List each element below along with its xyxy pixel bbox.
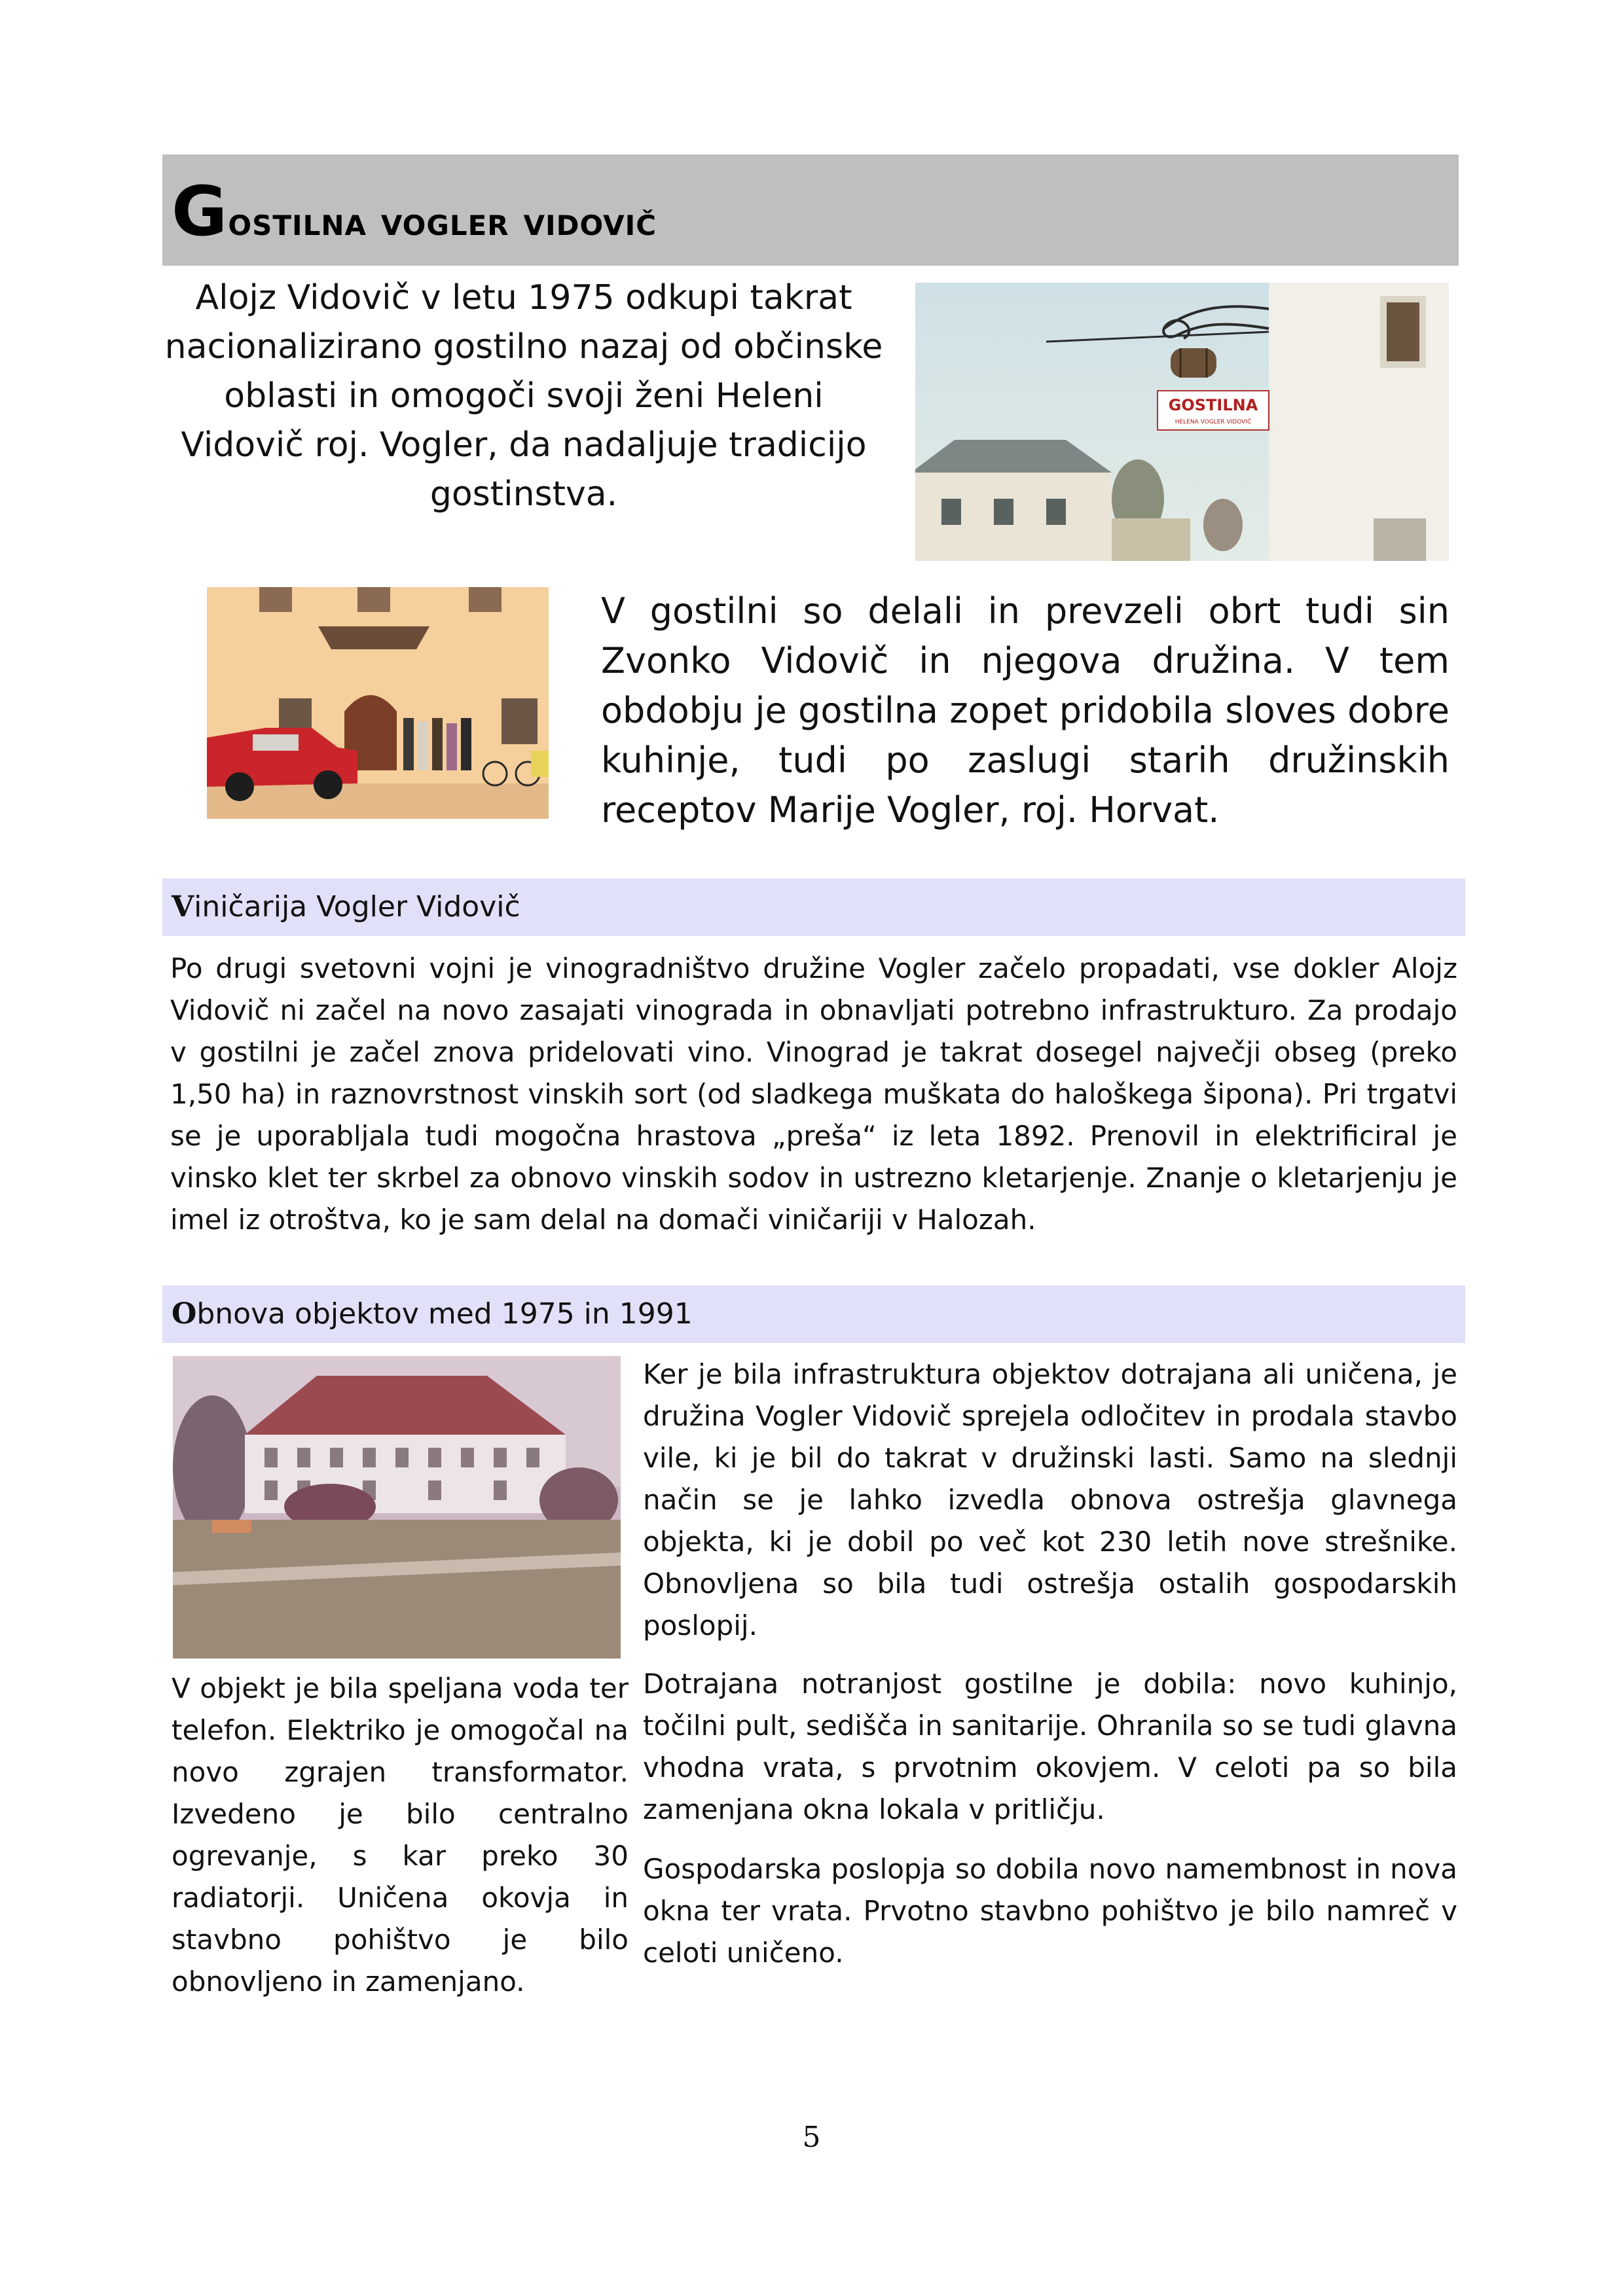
section-title-obnova-rest: bnova objektov med 1975 in 1991 (196, 1297, 693, 1331)
photo-manor-building (173, 1356, 621, 1659)
paragraph-obnova-outbuildings: Gospodarska poslopja so dobila novo namembnost in nova okna ter vrata. Prvotno stavbno pohištvo je bilo namreč v celoti uničeno. (643, 1853, 1457, 1969)
section-header-obnova (162, 1285, 1465, 1343)
page-title-initial: G (172, 171, 228, 251)
paragraph-family: V gostilni so delali in prevzeli obrt tudi sin Zvonko Vidovič in njegova družina. V tem obdobju je gostilna zopet pridobila sloves dobre kuhinje, tudi po zaslugi starih družinskih receptov Marije Vogler, roj. Horvat. (601, 590, 1450, 831)
section-title-vinicarija-rest: iničarija Vogler Vidovič (194, 890, 520, 924)
section-title-obnova (162, 1285, 1465, 1343)
sign-text-gostilna: GOSTILNA (1168, 396, 1258, 414)
section-title-vinicarija (162, 878, 1465, 936)
photo-family-house (207, 587, 549, 819)
section-title-obnova-initial: O (172, 1297, 197, 1331)
sign-text-name: HELENA VOGLER VIDOVIČ (1175, 419, 1252, 425)
photo-gostilna-sign (915, 283, 1449, 561)
page-title-rest: ostilna vogler vidovič (228, 199, 657, 245)
paragraph-vinicarija: Po drugi svetovni vojni je vinogradništvo družine Vogler začelo propadati, vse dokler Alojz Vidovič ni začel na novo zasajati vinograda in obnavljati potrebno infrastrukturo. Za prodajo v gostilni je začel znova pridelovati vino. Vinograd je takrat dosegel največji obseg (preko 1,50 ha) in raznovrstnost vinskih sort (od sladkega muškata do haloškega šipona). Pri trgatvi se je uporabljala tudi mogočna hrastova „preša“ iz leta 1892. Prenovil in elektrificiral je vinsko klet ter skrbel za obnovo vinskih sodov in ustrezno kletarjenje. Znanje o kletarjenju je imel iz otroštva, ko je sam delal na domači viničariji v Halozah. (170, 952, 1457, 1236)
section-title-vinicarija-initial: V (172, 890, 194, 924)
intro-paragraph: Alojz Vidovič v letu 1975 odkupi takrat nacionalizirano gostilno nazaj od občinske oblasti in omogoči svoji ženi Heleni Vidovič roj. Vogler, da nadaljuje tradicijo gostinstva. (164, 278, 883, 514)
section-header-vinicarija (162, 878, 1465, 936)
paragraph-obnova-utilities: V objekt je bila speljana voda ter telefon. Elektriko je omogočal na novo zgrajen transformator. Izvedeno je bilo centralno ogrevanje, s kar preko 30 radiatorji. Uničena okovja in stavbno pohištvo je bilo obnovljeno in zamenjano. (172, 1672, 629, 1998)
paragraph-obnova-interior: Dotrajana notranjost gostilne je dobila: novo kuhinjo, točilni pult, sedišča in sanitarije. Ohranila so se tudi glavna vhodna vrata, s prvotnim okovjem. V celoti pa so bila zamenjana okna lokala v pritličju. (643, 1668, 1457, 1825)
page-number: 5 (802, 2121, 821, 2154)
page-title (172, 171, 657, 251)
paragraph-obnova-infrastructure: Ker je bila infrastruktura objektov dotrajana ali uničena, je družina Vogler Vidovič sprejela odločitev in prodala stavbo vile, ki je bil do takrat v družinski lasti. Samo na slednji način se je lahko izvedla obnova ostrešja glavnega objekta, ki je dobil po več kot 230 letih nove strešnike. Obnovljena so bila tudi ostrešja ostalih gospodarskih poslopij. (643, 1358, 1457, 1641)
